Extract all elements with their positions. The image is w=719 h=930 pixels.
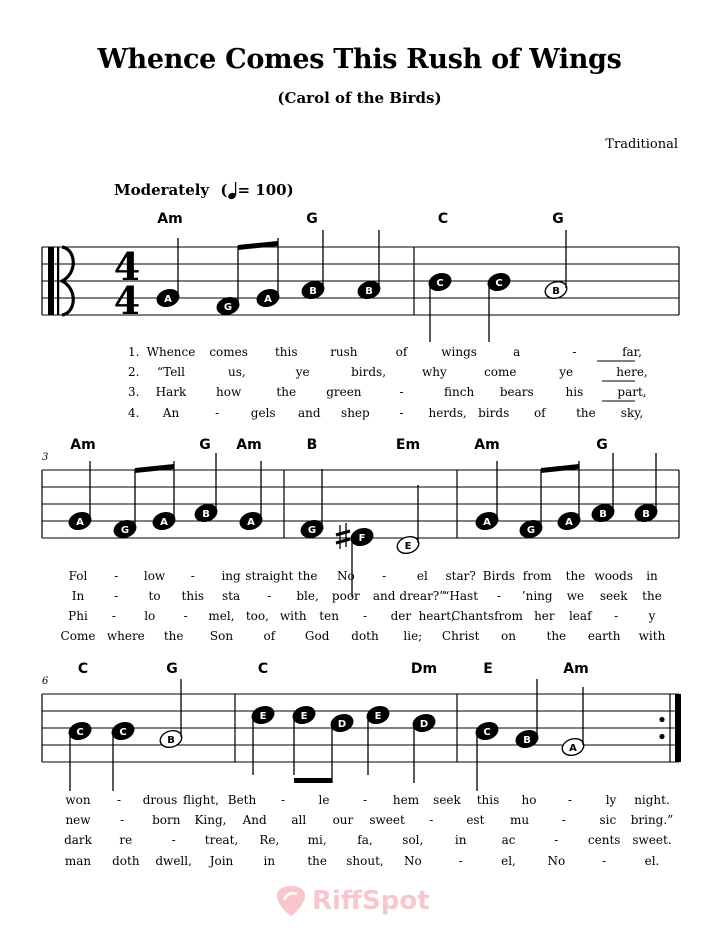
lyric-syllable: - (382, 569, 387, 583)
lyric-syllable: his (565, 385, 584, 399)
lyric-syllable: - (561, 813, 566, 827)
note-letter: E (374, 711, 382, 722)
lyric-syllable: the (642, 589, 662, 603)
lyric-syllable: in (263, 854, 276, 868)
lyric-syllable: and (372, 589, 396, 603)
note-letter: C (495, 278, 503, 289)
lyric-syllable: ly (605, 793, 617, 807)
lyric-syllable: us, (227, 365, 246, 379)
lyric-syllable: Come (60, 629, 96, 643)
lyric-syllable: - (614, 609, 619, 623)
lyric-syllable: wings (441, 345, 477, 359)
lyric-syllable: - (554, 833, 559, 847)
lyric-syllable: Birds (482, 569, 516, 583)
lyric-syllable: - (280, 793, 286, 807)
lyric-syllable: No (547, 854, 566, 868)
lyric-syllable: el (416, 569, 428, 583)
lyric-syllable: sol, (402, 833, 424, 847)
lyric-syllable: earth (587, 629, 621, 643)
lyric-syllable: y (648, 609, 656, 623)
lyric-syllable: - (362, 793, 368, 807)
lyric-syllable: her (534, 609, 555, 623)
lyric-syllable: the (276, 385, 297, 399)
lyric-syllable: Chants (451, 609, 495, 623)
lyric-syllable: heart, (418, 609, 455, 623)
watermark-text: RiffSpot (312, 886, 430, 916)
lyric-syllable: of (263, 629, 276, 643)
lyric-syllable: to (148, 589, 161, 603)
song-title: Whence Comes This Rush of Wings (97, 44, 622, 75)
note-letter: C (76, 727, 84, 738)
lyric-syllable: Beth (227, 793, 257, 807)
lyric-syllable: doth (351, 629, 379, 643)
note-letter: A (247, 517, 255, 528)
lyric-syllable: the (546, 629, 567, 643)
time-signature-top: 4 (113, 244, 141, 289)
note-beam (294, 778, 332, 783)
tempo-bpm: = 100 (237, 181, 287, 199)
lyric-syllable: - (215, 406, 220, 420)
lyric-syllable: sweet. (632, 833, 672, 847)
lyric-syllable: sta (221, 589, 241, 603)
lyric-syllable: An (162, 406, 180, 420)
lyric-syllable: est (466, 813, 485, 827)
lyric-syllable: the (297, 569, 318, 583)
verse-number: 1. (128, 345, 140, 359)
tempo-open-paren: ( (220, 181, 228, 199)
lyric-syllable: - (116, 793, 122, 807)
lyric-syllable: sky, (620, 406, 644, 420)
lyric-syllable: birds, (351, 365, 387, 379)
music-glyphs (48, 230, 659, 791)
lyric-syllable: the (163, 629, 184, 643)
lyric-syllable: we (566, 589, 585, 603)
lyric-syllable: all (291, 813, 307, 827)
lyric-syllable: God (304, 629, 330, 643)
lyric-syllable: poor (331, 589, 360, 603)
lyric-syllable: flight, (183, 793, 219, 807)
lyric-syllable: - (572, 345, 577, 359)
lyric-syllable: shout, (346, 854, 384, 868)
lyric-syllable: drous (142, 793, 178, 807)
lyric-syllable: seek (599, 589, 628, 603)
note-letter: A (164, 294, 172, 305)
lyric-syllable: herds, (428, 406, 467, 420)
chord-symbol: Am (236, 437, 262, 453)
measure-number: 3 (42, 452, 49, 463)
final-barline (675, 694, 681, 762)
lyric-syllable: here, (616, 365, 648, 379)
lyric-syllable: And (242, 813, 267, 827)
note-letter: A (160, 517, 168, 528)
chord-symbol: C (437, 211, 449, 227)
note-letter: D (337, 719, 347, 730)
lyric-syllable: in (454, 833, 467, 847)
lyric-syllable: - (111, 609, 116, 623)
lyric-syllable: el, (501, 854, 516, 868)
note-letter: B (365, 286, 373, 297)
lyric-syllable: bring.” (630, 813, 674, 827)
lyric-syllable: fa, (357, 833, 373, 847)
lyric-syllable: green (326, 385, 362, 399)
note-letter: A (76, 517, 84, 528)
lyric-syllable: rush (330, 345, 358, 359)
lyric-syllable: this (274, 345, 298, 359)
lyric-syllable: der (390, 609, 412, 623)
lyric-syllable: straight (245, 569, 294, 583)
guitar-pick-icon (274, 884, 308, 918)
lyric-syllable: how (216, 385, 242, 399)
lyric-syllable: this (476, 793, 500, 807)
song-subtitle: (Carol of the Birds) (277, 89, 442, 107)
lyric-syllable: doth (112, 854, 140, 868)
lyric-syllable: - (429, 813, 434, 827)
note-beam (541, 464, 579, 473)
lyric-syllable: Christ (441, 629, 480, 643)
lyric-syllable: re (119, 833, 133, 847)
note-letter: B (167, 735, 175, 746)
lyric-syllable: sic (599, 813, 617, 827)
lyric-syllable: treat, (204, 833, 239, 847)
note-letter: G (307, 525, 317, 536)
lyric-syllable: night. (634, 793, 670, 807)
lyric-syllable: mel, (208, 609, 235, 623)
note-letter: A (565, 517, 573, 528)
riffspot-watermark (274, 884, 430, 918)
note-beam (135, 464, 174, 473)
repeat-dot (659, 717, 664, 722)
lyric-syllable: far, (622, 345, 642, 359)
lyric-syllable: our (332, 813, 354, 827)
lyric-syllable: - (399, 385, 404, 399)
lyric-syllable: with (638, 629, 666, 643)
lyric-syllable: el. (644, 854, 660, 868)
lyric-syllable: - (120, 813, 125, 827)
note-letter: A (569, 743, 577, 754)
tempo-close-paren: ) (286, 181, 294, 199)
note-letter: E (259, 711, 267, 722)
verse-number: 2. (128, 365, 140, 379)
note-letter: B (642, 509, 650, 520)
chord-symbol: G (306, 211, 318, 227)
verse-number: 3. (128, 385, 140, 399)
lyric-syllable: - (567, 793, 573, 807)
lyric-syllable: the (307, 854, 327, 868)
lyric-syllable: - (496, 589, 501, 603)
chord-symbol: G (166, 661, 178, 677)
lyric-syllable: ing (221, 569, 241, 583)
note-beam (238, 241, 278, 250)
lyric-syllable: mu (509, 813, 530, 827)
chord-symbol: E (483, 661, 493, 677)
lyric-syllable: why (422, 365, 447, 379)
lyric-syllable: ten (319, 609, 339, 623)
lyric-syllable: leaf (568, 609, 592, 623)
lyric-syllable: - (171, 833, 176, 847)
chord-symbol: C (77, 661, 89, 677)
lyric-syllable: man (64, 854, 92, 868)
lyric-syllable: the (576, 406, 596, 420)
lyric-syllable: ac (501, 833, 516, 847)
lyric-syllable: from (494, 609, 523, 623)
time-signature-bottom: 4 (113, 278, 141, 323)
note-letter: B (309, 286, 317, 297)
tempo-label: Moderately (114, 181, 210, 199)
lyric-syllable: - (458, 854, 463, 868)
lyric-syllable: born (152, 813, 181, 827)
lyric-syllable: Fol (68, 569, 88, 583)
chord-symbol: Am (474, 437, 500, 453)
lyric-syllable: ye (295, 365, 310, 379)
lyric-syllable: - (114, 589, 119, 603)
lyric-syllable: In (71, 589, 85, 603)
chord-symbol: Dm (410, 661, 438, 677)
chord-symbol: Am (563, 661, 589, 677)
lyric-syllable: mi, (307, 833, 327, 847)
lyric-syllable: birds (478, 406, 510, 420)
lyric-syllable: Son (209, 629, 234, 643)
chord-symbol: B (306, 437, 318, 453)
lyric-syllable: and (298, 406, 321, 420)
lyric-syllable: - (602, 854, 607, 868)
lyric-syllable: sweet (369, 813, 405, 827)
note-letter: A (483, 517, 491, 528)
lyric-syllable: on (501, 629, 516, 643)
chord-symbol: G (199, 437, 211, 453)
note-letter: B (202, 509, 210, 520)
lyric-syllable: lie; (403, 629, 423, 643)
note-letter: B (599, 509, 607, 520)
lyric-syllable: ’ning (521, 589, 553, 603)
chord-symbol: G (596, 437, 608, 453)
sharp-sign (336, 531, 350, 535)
lyric-syllable: Phi (68, 609, 88, 623)
lyric-syllable: ble, (296, 589, 319, 603)
lyric-syllable: seek (433, 793, 461, 807)
note-letter: F (358, 533, 366, 544)
lyric-syllable: finch (444, 385, 475, 399)
lyric-syllable: hem (392, 793, 420, 807)
composer-credit: Traditional (605, 137, 678, 152)
lyric-syllable: woods (594, 569, 633, 583)
lyric-syllable: ho (521, 793, 537, 807)
lyric-syllable: come (484, 365, 517, 379)
lyric-syllable: of (395, 345, 408, 359)
lyric-syllable: - (267, 589, 272, 603)
lyric-syllable: Join (209, 854, 234, 868)
lyric-syllable: - (114, 569, 119, 583)
chord-symbol: C (257, 661, 269, 677)
note-letter: C (436, 278, 444, 289)
note-letter: E (404, 541, 412, 552)
note-letter: D (419, 719, 429, 730)
lyric-syllable: won (65, 793, 91, 807)
lyric-syllable: dark (64, 833, 92, 847)
chord-symbol: G (552, 211, 564, 227)
lyric-syllable: comes (209, 345, 248, 359)
note-letter: G (526, 525, 536, 536)
verse-number: 4. (128, 406, 140, 420)
lyric-syllable: in (646, 569, 658, 583)
lyric-syllable: too, (245, 609, 269, 623)
lyric-syllable: “Hast (443, 589, 479, 603)
lyric-syllable: shep (341, 406, 370, 420)
lyric-syllable: the (565, 569, 586, 583)
staff-lines (42, 247, 681, 762)
lyric-syllable: - (183, 609, 188, 623)
sharp-sign (336, 539, 350, 543)
lyric-syllable: Whence (146, 345, 196, 359)
lyric-syllable: Re, (259, 833, 280, 847)
lyric-syllable: No (336, 569, 355, 583)
lyric-syllable: dwell, (155, 854, 192, 868)
lyric-syllable: - (399, 406, 404, 420)
lyric-syllable: cents (587, 833, 621, 847)
lyric-syllable: low (143, 569, 166, 583)
measure-number: 6 (42, 676, 49, 687)
lyric-syllable: ye (559, 365, 574, 379)
lyric-syllable: gels (250, 406, 276, 420)
note-letter: G (223, 302, 233, 313)
lyric-syllable: new (65, 813, 91, 827)
lyric-syllable: King, (194, 813, 227, 827)
lyric-syllable: Hark (155, 385, 187, 399)
chord-symbol: Am (157, 211, 183, 227)
lyric-syllable: star? (445, 569, 476, 583)
lyric-syllable: this (181, 589, 205, 603)
note-letter: B (523, 735, 531, 746)
chord-symbol: Em (395, 437, 421, 453)
repeat-dot (659, 734, 664, 739)
lyric-syllable: of (533, 406, 546, 420)
alto-clef (48, 247, 54, 315)
note-letter: G (120, 525, 130, 536)
lyric-syllable: bears (499, 385, 534, 399)
chord-symbol: Am (70, 437, 96, 453)
lyric-syllable: a (513, 345, 521, 359)
lyric-syllable: - (190, 569, 195, 583)
lyric-syllable: where (106, 629, 145, 643)
note-letter: C (483, 727, 491, 738)
lyric-syllable: “Tell (157, 365, 185, 379)
note-letter: B (552, 286, 560, 297)
lyric-syllable: with (279, 609, 307, 623)
lyric-syllable: - (362, 609, 368, 623)
note-letter: A (264, 294, 272, 305)
note-letter: E (300, 711, 308, 722)
lyric-syllable: No (403, 854, 422, 868)
lyric-syllable: lo (144, 609, 156, 623)
note-letter: C (119, 727, 127, 738)
lyric-syllable: part, (617, 385, 647, 399)
lyric-syllable: le (318, 793, 330, 807)
lyric-syllable: from (522, 569, 552, 583)
lyric-syllable: drear?” (399, 589, 446, 603)
